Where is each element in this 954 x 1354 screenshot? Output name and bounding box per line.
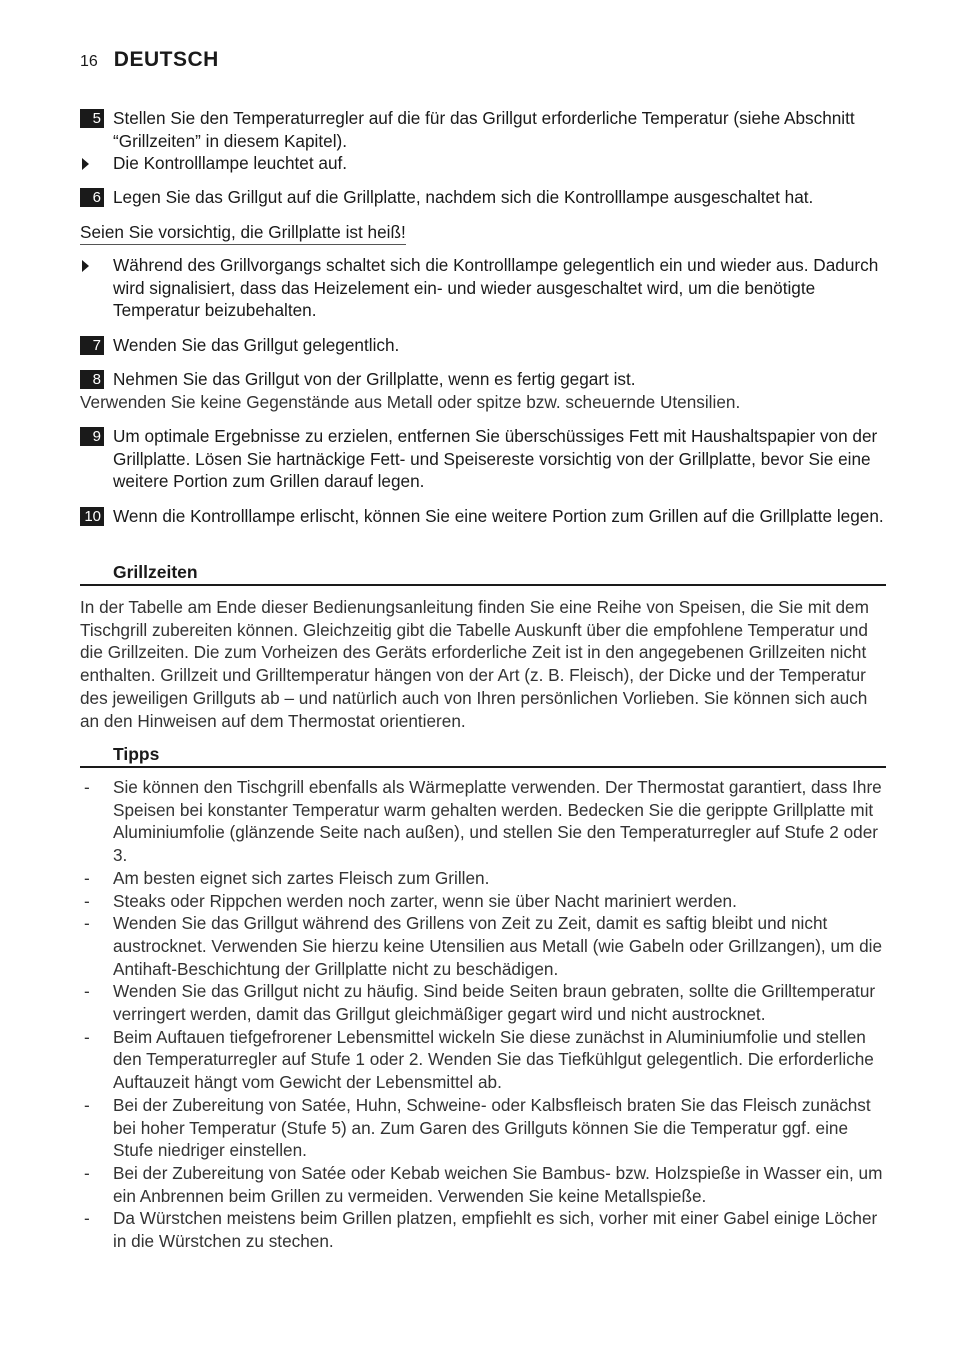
tips-list	[80, 776, 886, 1253]
step-number-badge: 8	[80, 370, 104, 389]
step-text: Legen Sie das Grillgut auf die Grillplatte, nachdem sich die Kontrolllampe ausgeschaltet hat.	[113, 187, 814, 207]
step-text: Wenden Sie das Grillgut gelegentlich.	[113, 335, 400, 355]
dash-bullet: -	[84, 981, 90, 1002]
step-9	[80, 425, 886, 493]
tip-text: Wenden Sie das Grillgut während des Grillens von Zeit zu Zeit, damit es saftig bleibt und nicht austrocknet. Verwenden Sie hierzu keine Utensilien aus Metall (wie Gabeln oder Grillzangen), um die Antihaft-Beschichtung der Grillplatte nicht zu beschädigen.	[113, 913, 883, 979]
step-text: Nehmen Sie das Grillgut von der Grillplatte, wenn es fertig gegart ist.	[113, 369, 636, 389]
tip-text: Da Würstchen meistens beim Grillen platzen, empfiehlt es sich, vorher mit einer Gabel einige Löcher in die Würstchen zu stechen.	[113, 1208, 878, 1252]
bullet-text: Die Kontrolllampe leuchtet auf.	[113, 153, 348, 173]
dash-bullet: -	[84, 890, 90, 911]
result-bullet-1	[80, 152, 886, 175]
list-item	[80, 980, 886, 1025]
dash-bullet: -	[84, 1162, 90, 1183]
list-item	[80, 1207, 886, 1252]
dash-bullet: -	[84, 1094, 90, 1115]
triangle-bullet-icon	[80, 254, 113, 322]
dash-bullet: -	[84, 777, 90, 797]
list-item	[80, 1094, 886, 1162]
bullet-text: Während des Grillvorgangs schaltet sich die Kontrolllampe gelegentlich ein und wieder aus. Dadurch wird signalisiert, dass das Heizelement ein- und wieder ausgeschaltet wird, um die benötigte Temperatur beizubehalten.	[113, 255, 879, 321]
step-8	[80, 368, 886, 391]
step-number-badge: 7	[80, 336, 104, 355]
step-number-badge: 10	[80, 507, 104, 526]
step-text: Stellen Sie den Temperaturregler auf die für das Grillgut erforderliche Temperatur (siehe Abschnitt “Grillzeiten” in diesem Kapitel).	[113, 108, 855, 151]
step-text: Um optimale Ergebnisse zu erzielen, entfernen Sie überschüssiges Fett mit Haushaltspapier von der Grillplatte. Lösen Sie hartnäckige Fett- und Speisereste vorsichtig von der Grillplatte, bevor Sie eine weitere Portion zum Grillen darauf legen.	[113, 426, 878, 492]
step-number-badge: 5	[80, 109, 104, 128]
step-5	[80, 107, 886, 152]
section-heading-tipps: Tipps	[80, 743, 886, 768]
dash-bullet: -	[84, 867, 90, 888]
result-bullet-2	[80, 254, 886, 322]
list-item	[80, 1026, 886, 1094]
tip-text: Steaks oder Rippchen werden noch zarter, wenn sie über Nacht mariniert werden.	[113, 890, 737, 911]
tip-text: Am besten eignet sich zartes Fleisch zum Grillen.	[113, 867, 490, 888]
step-7	[80, 334, 886, 357]
section-heading-grillzeiten: Grillzeiten	[80, 561, 886, 586]
tip-text: Sie können den Tischgrill ebenfalls als Wärmeplatte verwenden. Der Thermostat garantiert, dass Ihre Speisen bei konstanter Temperatur warm gehalten werden. Bedecken Sie die gerippte Grillplatte mit Aluminiumfolie (glänzende Seite nach außen), und stellen Sie den Temperaturregler auf Stufe 2 oder 3.	[113, 777, 882, 866]
triangle-bullet-icon	[80, 152, 113, 175]
grillzeiten-paragraph: In der Tabelle am Ende dieser Bedienungsanleitung finden Sie eine Reihe von Speisen, die Sie mit dem Tischgrill zubereiten können. Gleichzeitig gibt die Tabelle Auskunft über die empfohlene Temperatur und die Grillzeiten. Die zum Vorheizen des Geräts erforderliche Zeit ist in den angegebenen Grillzeiten nicht enthalten. Grillzeit und Grilltemperatur hängen von der Art (z. B. Fleisch), der Dicke und der Temperatur des jeweiligen Grillguts ab – und natürlich auch von Ihren persönlichen Vorlieben. Sie können sich auch an den Hinweisen auf dem Thermostat orientieren.	[80, 597, 869, 731]
language-heading: DEUTSCH	[113, 48, 219, 71]
tip-text: Bei der Zubereitung von Satée, Huhn, Schweine- oder Kalbsfleisch braten Sie das Fleisch zunächst bei hoher Temperatur (Stufe 5) an. Zum Garen des Grillguts können Sie die Temperatur ggf. eine Stufe niedriger einstellen.	[113, 1094, 871, 1161]
step-number-badge: 6	[80, 188, 104, 207]
list-item	[80, 867, 886, 890]
step-10	[80, 505, 886, 528]
dash-bullet: -	[84, 1208, 90, 1229]
tip-text: Beim Auftauen tiefgefrorener Lebensmittel wickeln Sie diese zunächst in Aluminiumfolie und stellen den Temperaturregler auf Stufe 1 oder 2. Wenden Sie das Tiefkühlgut gelegentlich. Die erforderliche Auftauzeit hängt vom Gewicht der Lebensmittel ab.	[113, 1026, 874, 1093]
dash-bullet: -	[84, 913, 90, 934]
step-text: Wenn die Kontrolllampe erlischt, können Sie eine weitere Portion zum Grillen auf die Grillplatte legen.	[113, 506, 884, 526]
page-number: 16	[80, 53, 98, 70]
list-item	[80, 890, 886, 913]
caution-note: Seien Sie vorsichtig, die Grillplatte ist heiß!	[80, 221, 406, 245]
dash-bullet: -	[84, 1026, 90, 1047]
tip-text: Bei der Zubereitung von Satée oder Kebab weichen Sie Bambus- bzw. Holzspieße in Wasser ein, um ein Anbrennen beim Grillen zu vermeiden. Verwenden Sie keine Metallspieße.	[113, 1162, 883, 1206]
list-item	[80, 776, 886, 867]
step-6	[80, 186, 886, 209]
list-item	[80, 912, 886, 980]
step-number-badge: 9	[80, 427, 104, 446]
tip-text: Wenden Sie das Grillgut nicht zu häufig. Sind beide Seiten braun gebraten, sollte die Grilltemperatur verringert werden, damit das Grillgut gleichmäßiger gegart wird und nicht austrocknet.	[113, 981, 876, 1025]
metal-utensil-note: Verwenden Sie keine Gegenstände aus Metall oder spitze bzw. scheuernde Utensilien.	[80, 392, 741, 412]
page-header	[80, 48, 219, 72]
list-item	[80, 1162, 886, 1207]
